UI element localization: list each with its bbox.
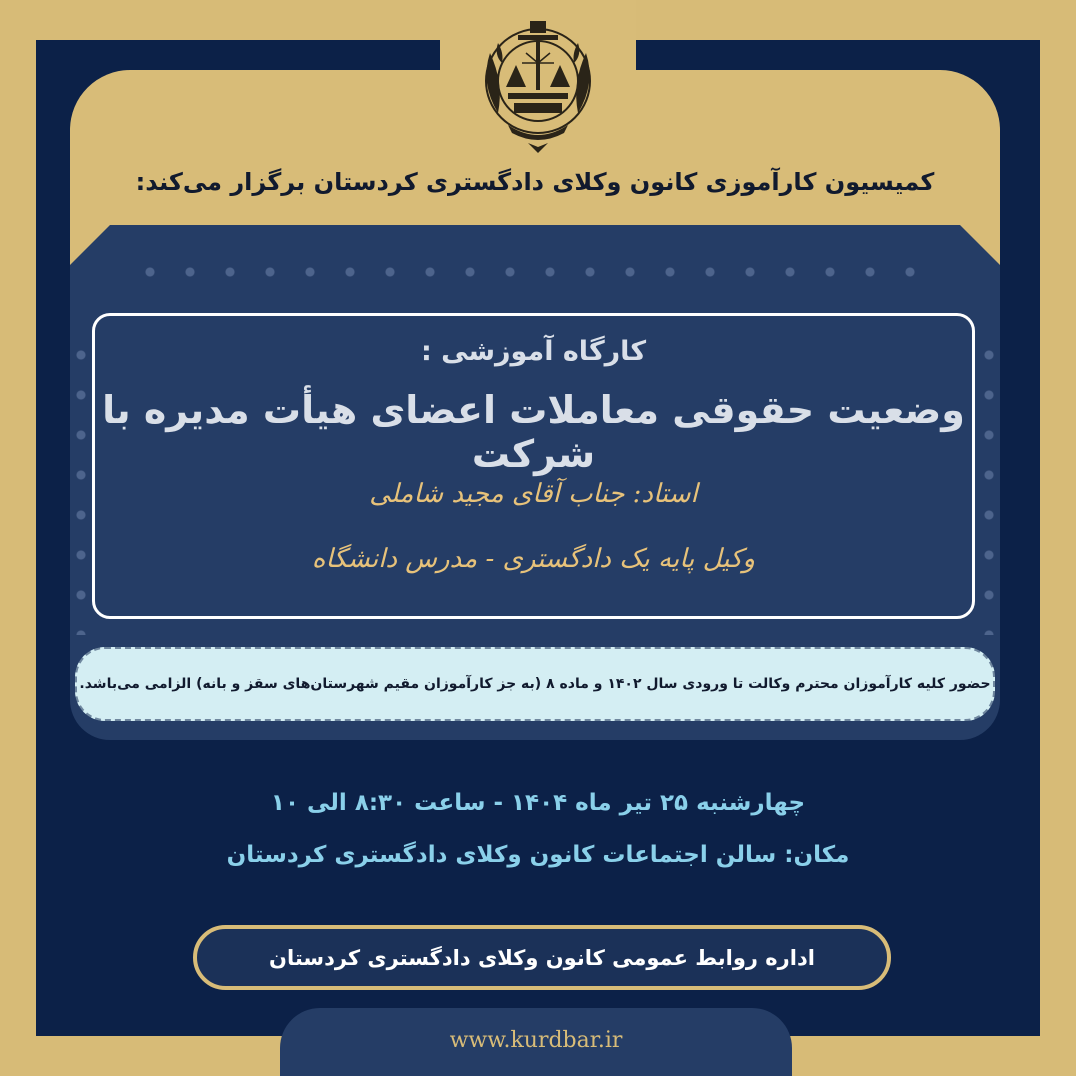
website-tab bbox=[280, 1008, 792, 1076]
workshop-title: وضعیت حقوقی معاملات اعضای هیأت مدیره با شرکت bbox=[102, 388, 965, 476]
event-date-time: چهارشنبه ۲۵ تیر ماه ۱۴۰۴ - ساعت ۸:۳۰ الی ۱۰ bbox=[270, 790, 806, 816]
emblem-badge bbox=[440, 0, 636, 175]
dot-pattern bbox=[982, 335, 996, 635]
website-link[interactable]: www.kurdbar.ir bbox=[449, 1028, 623, 1053]
instructor-name: استاد: جناب آقای مجید شاملی bbox=[369, 479, 698, 509]
workshop-card bbox=[92, 313, 975, 619]
event-location: مکان: سالن اجتماعات کانون وکلای دادگستری کردستان bbox=[226, 842, 850, 868]
attendance-notice bbox=[75, 647, 995, 721]
notice-text: حضور کلیه کارآموزان محترم وکالت تا ورودی سال ۱۴۰۲ و ماده ۸ (به جز کارآموزان مقیم شهرستان‌های سقز و بانه) الزامی می‌باشد. bbox=[79, 676, 991, 692]
organizer-title: کمیسیون کارآموزی کانون وکلای دادگستری کردستان برگزار می‌کند: bbox=[135, 168, 935, 196]
dot-pattern bbox=[130, 265, 940, 279]
department-name: اداره روابط عمومی کانون وکلای دادگستری کردستان bbox=[269, 945, 815, 970]
bar-association-emblem-icon bbox=[468, 13, 608, 163]
workshop-label: کارگاه آموزشی : bbox=[420, 336, 647, 367]
public-relations-banner bbox=[193, 925, 891, 990]
dot-pattern bbox=[74, 335, 88, 635]
instructor-role: وکیل پایه یک دادگستری - مدرس دانشگاه bbox=[311, 544, 756, 574]
